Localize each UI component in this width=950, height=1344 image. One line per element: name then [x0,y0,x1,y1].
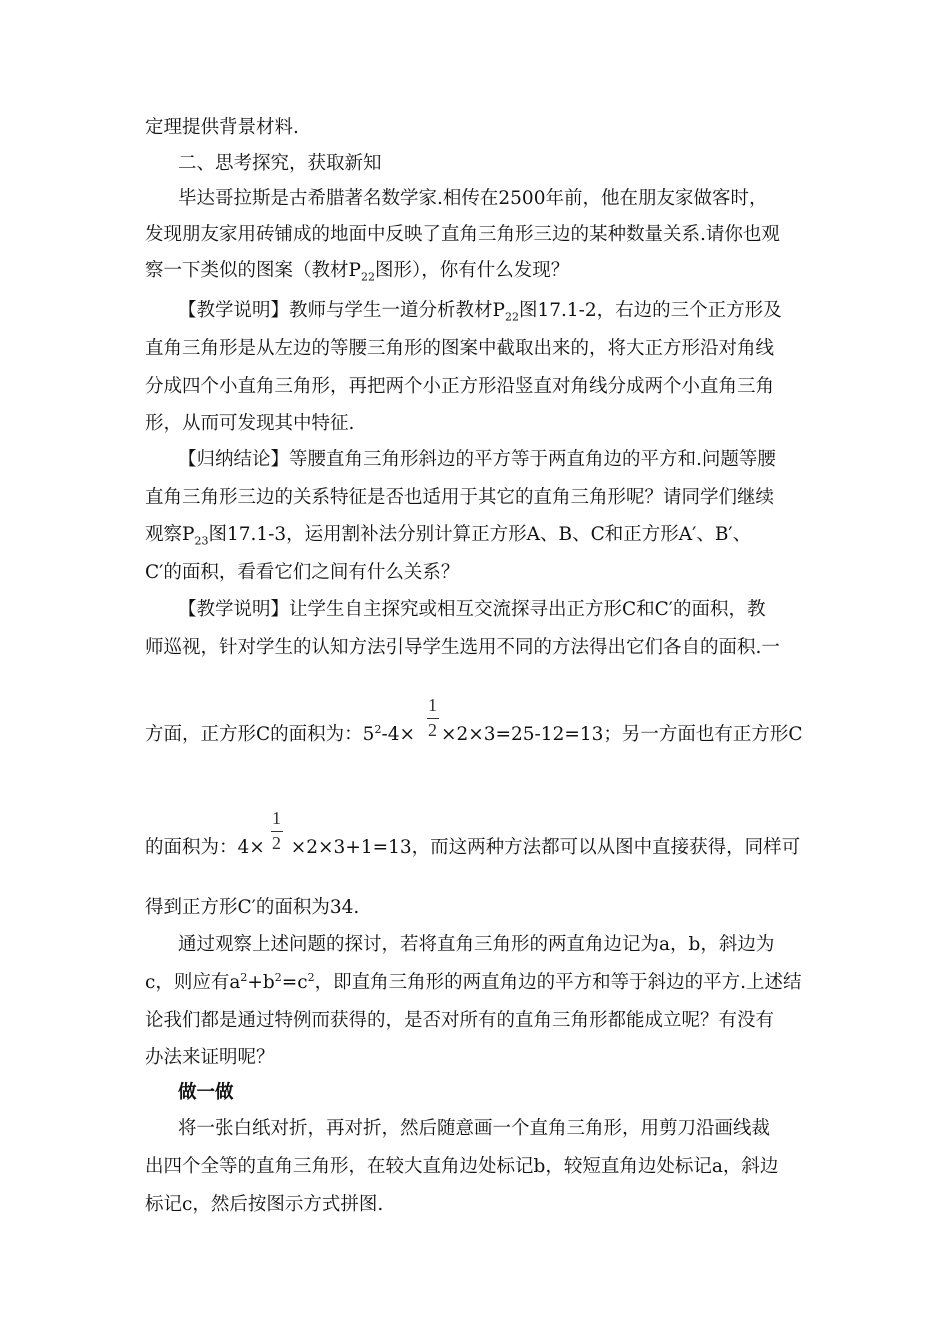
fraction-bar [427,718,439,719]
fraction-denominator: 2 [272,833,281,853]
section-heading: 二、思考探究，获取新知 [178,153,382,174]
text-line: 办法来证明呢？ [145,1047,275,1068]
text-line: 得到正方形C′的面积为34. [145,897,360,918]
text-line: 直角三角形三边的关系特征是否也适用于其它的直角三角形呢？请同学们继续 [145,487,775,508]
text-line: 将一张白纸对折，再对折，然后随意画一个直角三角形，用剪刀沿画线裁 [178,1118,771,1139]
formula-line: 的面积为：4× ×2×3+1=13，而这两种方法都可以从图中直接获得，同样可 [145,837,801,858]
text-line: 直角三角形是从左边的等腰三角形的图案中截取出来的，将大正方形沿对角线 [145,338,775,359]
text-line: 【归纳结论】等腰直角三角形斜边的平方等于两直角边的平方和.问题等腰 [178,449,776,470]
text-line: 分成四个小直角三角形，再把两个小正方形沿竖直对角线分成两个小直角三角 [145,376,775,397]
text-line: 论我们都是通过特例而获得的，是否对所有的直角三角形都能成立呢？有没有 [145,1010,775,1031]
text-line: 形，从而可发现其中特征. [145,413,355,434]
text-line: 标记c，然后按图示方式拼图. [145,1194,384,1215]
text-line: 发现朋友家用砖铺成的地面中反映了直角三角形三边的某种数量关系.请你也观 [145,224,780,245]
text-line: C′的面积，看看它们之间有什么关系？ [145,562,460,583]
activity-heading: 做一做 [178,1082,234,1103]
text-line: 出四个全等的直角三角形，在较大直角边处标记b，较短直角边处标记a，斜边 [145,1156,779,1177]
fraction-bar [271,831,283,832]
text-line: 毕达哥拉斯是古希腊著名数学家.相传在2500年前，他在朋友家做客时， [178,188,768,209]
text-line: 【教学说明】让学生自主探究或相互交流探寻出正方形C和C′的面积，教 [178,599,766,620]
text-line: 察一下类似的图案（教材$P_{22}$图形），你有什么发现？ [145,260,570,284]
text-line: 通过观察上述问题的探讨，若将直角三角形的两直角边记为a，b，斜边为 [178,934,775,955]
text-line: 定理提供背景材料. [145,117,299,138]
fraction-numerator: 1 [428,695,437,715]
text-line: 观察$P_{23}$图17.1-3，运用割补法分别计算正方形A、B、C和正方形A′、B′、 [145,524,752,548]
fraction-numerator: 1 [272,808,281,828]
formula-line: 方面，正方形C的面积为：$5^2-4\times \times 2\times 3=25-12=13$；另一方面也有正方形C [145,722,803,745]
text-line: 【教学说明】教师与学生一道分析教材$P_{22}$图17.1-2，右边的三个正方形及 [178,300,782,324]
text-line: 师巡视，针对学生的认知方法引导学生选用不同的方法得出它们各自的面积.一 [145,637,780,658]
fraction-denominator: 2 [428,720,437,740]
formula-line: c，则应有$a^2+b^2=c^2$，即直角三角形的两直角边的平方和等于斜边的平方.上述结 [145,970,802,993]
